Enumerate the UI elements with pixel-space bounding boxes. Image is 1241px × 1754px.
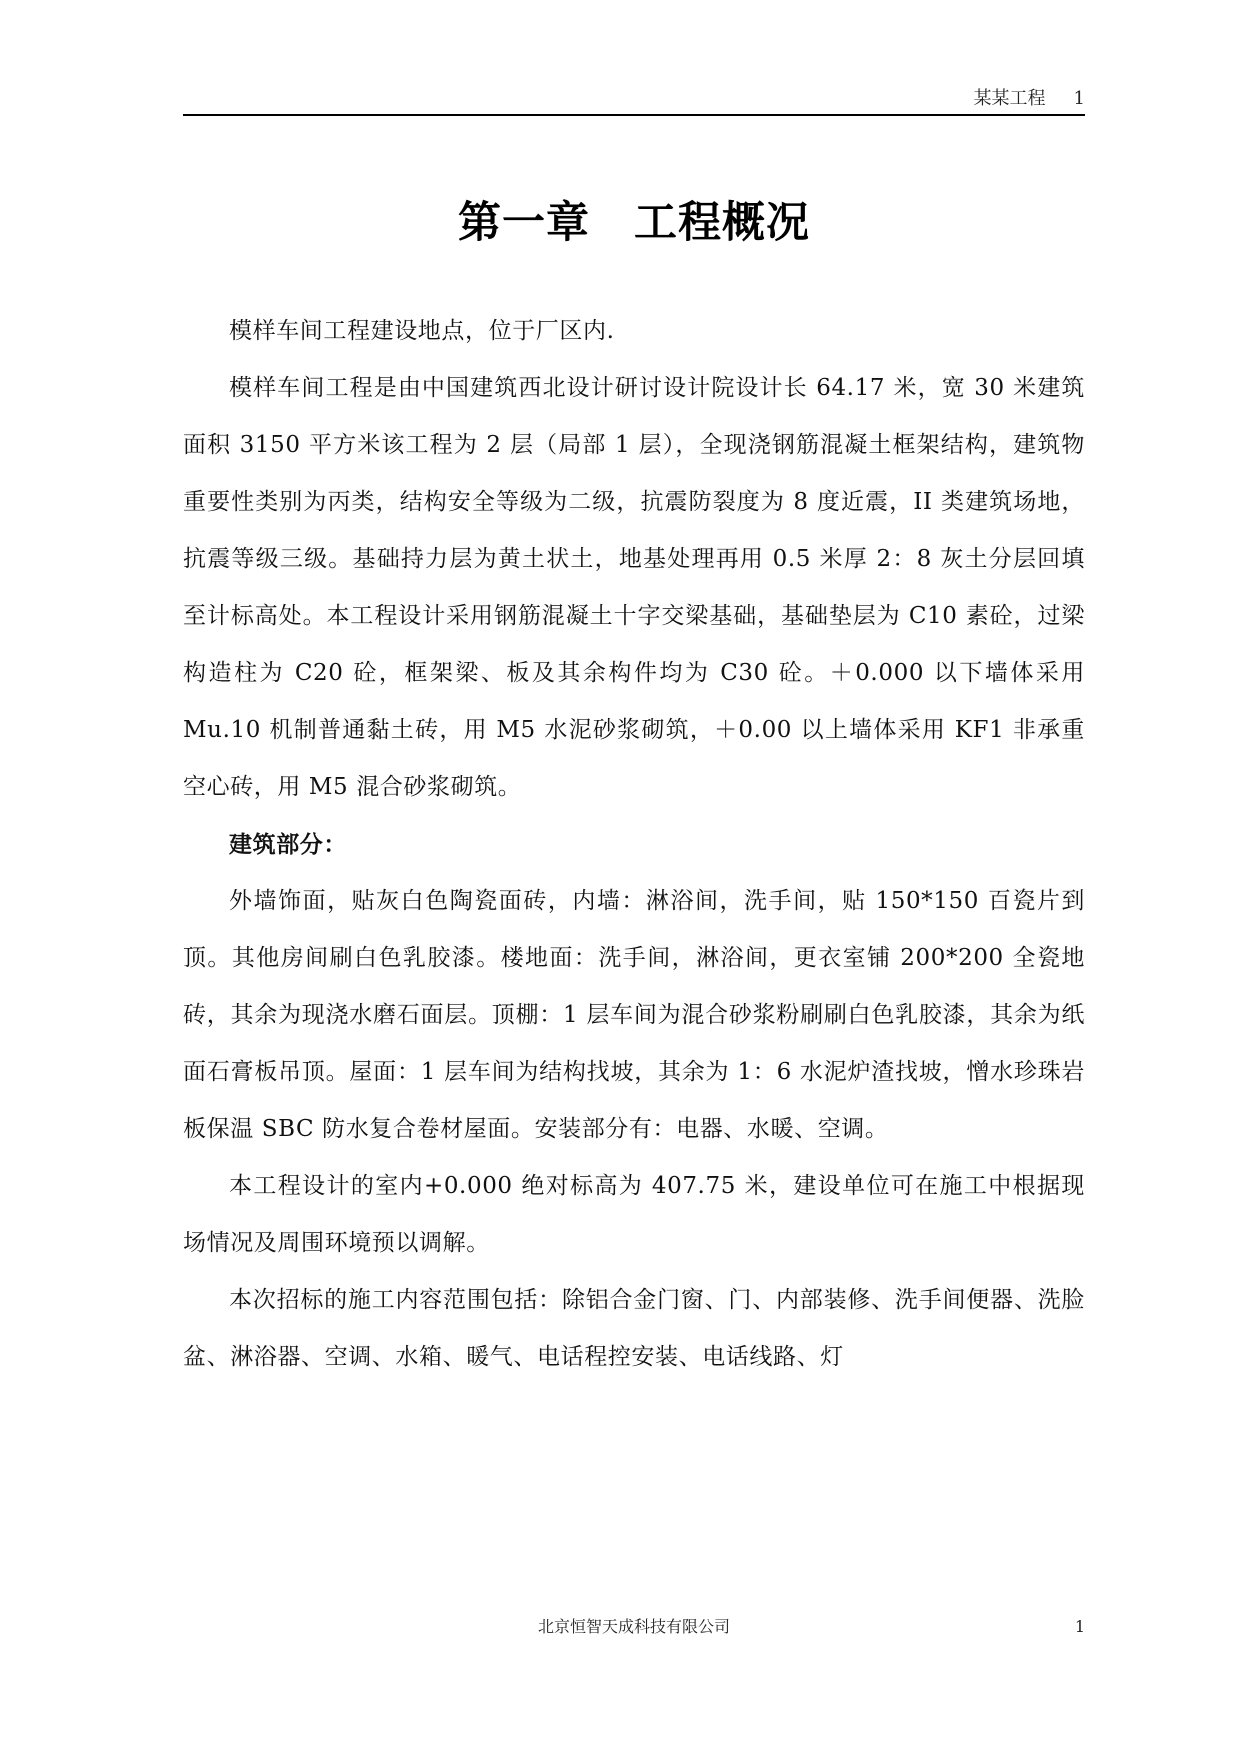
paragraph-scope: 本次招标的施工内容范围包括：除铝合金门窗、门、内部装修、洗手间便器、洗脸盆、淋浴器、空调、水箱、暖气、电话程控安装、电话线路、灯 xyxy=(183,1287,1085,1370)
chapter-title: 第一章 工程概况 xyxy=(458,198,810,248)
section-heading-architecture: 建筑部分： xyxy=(229,831,347,858)
paragraph-elevation: 本工程设计的室内+0.000 绝对标高为 407.75 米，建设单位可在施工中根据现场情况及周围环境预以调解。 xyxy=(183,1173,1085,1256)
page-footer xyxy=(183,1615,1085,1641)
header-text xyxy=(974,86,1085,112)
paragraph-project-overview: 模样车间工程是由中国建筑西北设计研讨设计院设计长 64.17 米，宽 30 米建筑面积 3150 平方米该工程为 2 层（局部 1 层），全现浇钢筋混凝土框架结构，建筑物重要性类别为丙类，结构安全等级为二级，抗震防裂度为 8 度近震，II 类建筑场地，抗震等级三级。基础持力层为黄土状土，地基处理再用 0.5 米厚 2：8 灰土分层回填至计标高处。本工程设计采用钢筋混凝土十字交梁基础，基础垫层为 C10 素砼，过梁构造柱为 C20 砼，框架梁、板及其余构件均为 C30 砼。＋0.000 以下墙体采用 Mu.10 机制普通黏土砖，用 M5 水泥砂浆砌筑，＋0.00 以上墙体采用 KF1 非承重空心砖，用 M5 混合砂浆砌筑。 xyxy=(183,375,1085,800)
paragraph-location: 模样车间工程建设地点，位于厂区内. xyxy=(229,318,615,344)
footer-company: 北京恒智天成科技有限公司 xyxy=(537,1617,730,1636)
paragraph-architecture: 外墙饰面，贴灰白色陶瓷面砖，内墙：淋浴间，洗手间，贴 150*150 百瓷片到顶。其他房间刷白色乳胶漆。楼地面：洗手间，淋浴间，更衣室铺 200*200 全瓷地砖，其余为现浇水磨石面层。顶棚：1 层车间为混合砂浆粉刷刷白色乳胶漆，其余为纸面石膏板吊顶。屋面：1 层车间为结构找坡，其余为 1：6 水泥炉渣找坡，憎水珍珠岩板保温 SBC 防水复合卷材屋面。安装部分有：电器、水暖、空调。 xyxy=(183,888,1085,1142)
header-rule xyxy=(183,114,1085,116)
page-header xyxy=(183,86,1085,114)
footer-page-number: 1 xyxy=(1074,1617,1085,1636)
document-body xyxy=(183,303,1085,1386)
header-page-number: 1 xyxy=(1073,88,1085,109)
header-doc-name: 某某工程 xyxy=(973,88,1046,109)
